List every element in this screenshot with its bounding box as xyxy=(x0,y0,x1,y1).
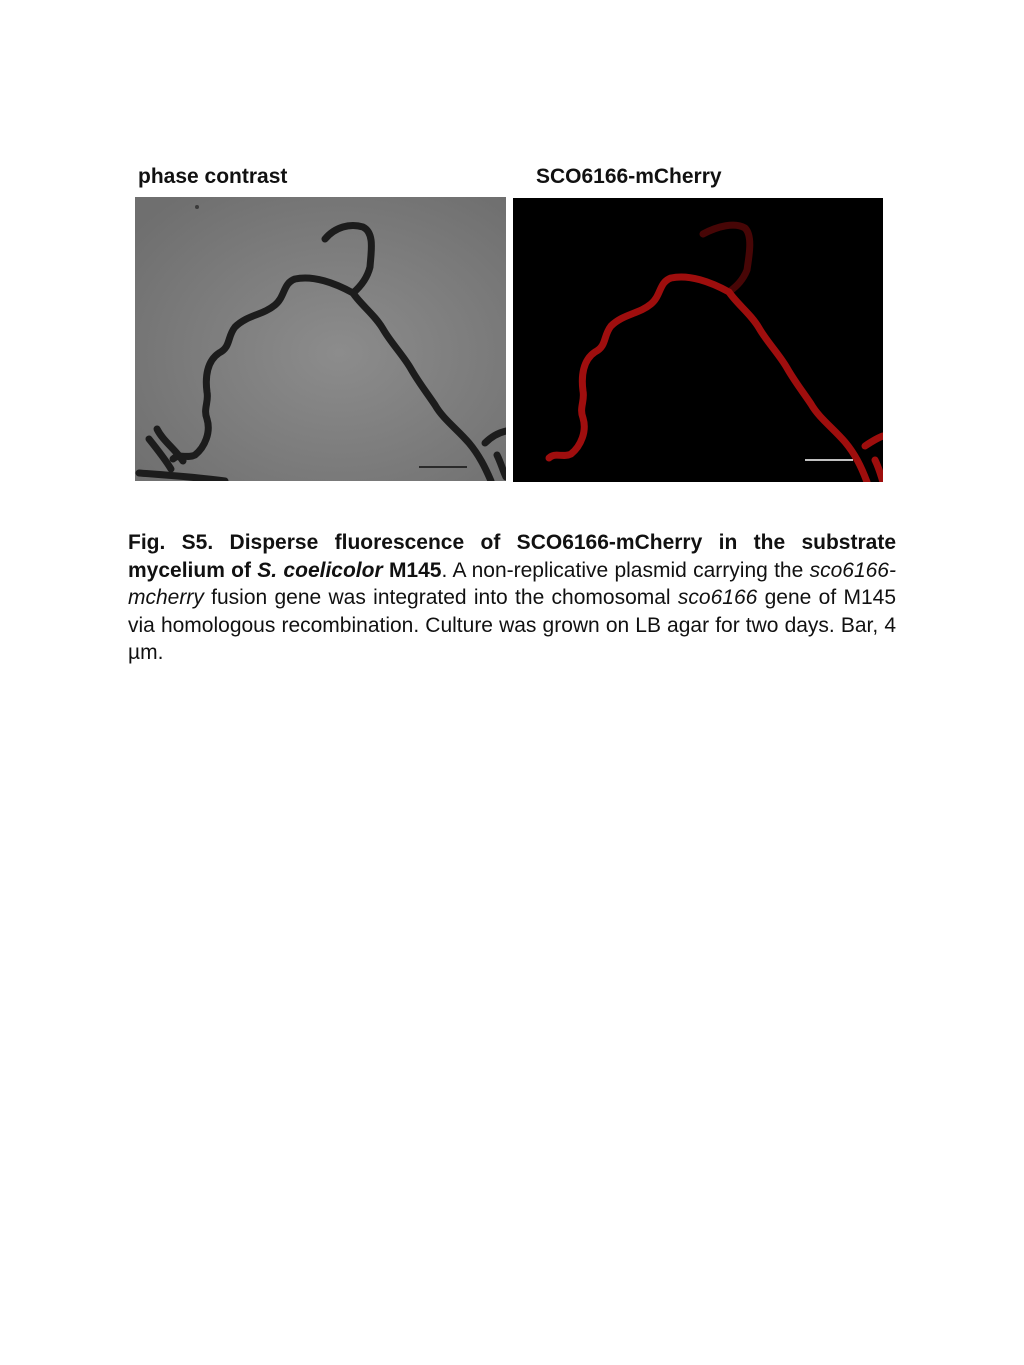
caption-text-3: gene of M145 via homologous recombination. Culture was grown on LB agar for two days. Bar, 4 µm. xyxy=(128,586,896,664)
gene-fusion-name: sco6166-mcherry xyxy=(128,558,896,609)
organism-name: S. coelicolor xyxy=(257,558,383,582)
phase-contrast-image xyxy=(135,197,506,481)
gene-name: sco6166 xyxy=(677,586,758,609)
figure-caption xyxy=(128,529,896,667)
caption-title: Disperse fluorescence of SCO6166-mCherry in the substrate mycelium of xyxy=(128,531,897,582)
mcherry-fluorescence-image xyxy=(513,198,883,482)
figure-number: Fig. S5. xyxy=(128,531,214,554)
label-phase-contrast: phase contrast xyxy=(138,165,288,188)
caption-text-2: fusion gene was integrated into the chomosomal xyxy=(203,586,678,609)
label-mcherry: SCO6166-mCherry xyxy=(536,165,722,188)
strain-name: M145 xyxy=(382,558,442,582)
caption-text-1: . A non-replicative plasmid carrying the xyxy=(441,558,810,582)
